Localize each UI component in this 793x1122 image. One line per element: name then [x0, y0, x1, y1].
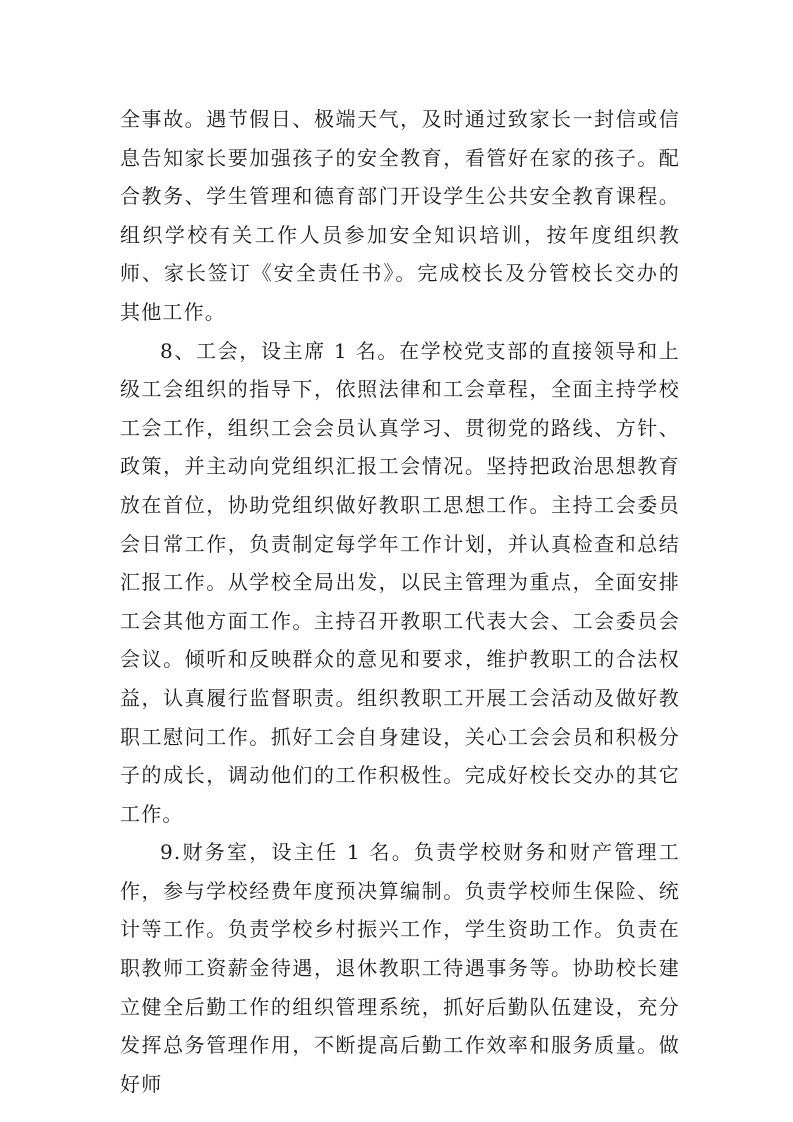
- paragraph-safety-continued: 全事故。遇节假日、极端天气，及时通过致家长一封信或信息告知家长要加强孩子的安全教育，看管好在家的孩子。配合教务、学生管理和德育部门开设学生公共安全教育课程。组织学校有关工作人员参加安全知识培训，按年度组织教师、家长签订《安全责任书》。完成校长及分管校长交办的其他工作。: [120, 107, 680, 324]
- paragraph-union: 8、工会，设主席 1 名。在学校党支部的直接领导和上级工会组织的指导下，依照法律和工会章程，全面主持学校工会工作，组织工会会员认真学习、贯彻党的路线、方针、政策，并主动向党组织汇报工会情况。坚持把政治思想教育放在首位，协助党组织做好教职工思想工作。主持工会委员会日常工作，负责制定每学年工作计划，并认真检查和总结汇报工作。从学校全局出发，以民主管理为重点，全面安排工会其他方面工作。主持召开教职工代表大会、工会委员会会议。倾听和反映群众的意见和要求，维护教职工的合法权益，认真履行监督职责。组织教职工开展工会活动及做好教职工慰问工作。抓好工会自身建设，关心工会会员和积极分子的成长，调动他们的工作积极性。完成好校长交办的其它工作。: [120, 338, 680, 826]
- body-text: [120, 100, 680, 1103]
- paragraph-finance-office: 9.财务室，设主任 1 名。负责学校财务和财产管理工作，参与学校经费年度预决算编制。负责学校师生保险、统计等工作。负责学校乡村振兴工作，学生资助工作。负责在职教师工资薪金待遇，退休教职工待遇事务等。协助校长建立健全后勤工作的组织管理系统，抓好后勤队伍建设，充分发挥总务管理作用，不断提高后勤工作效率和服务质量。做好师: [120, 840, 680, 1096]
